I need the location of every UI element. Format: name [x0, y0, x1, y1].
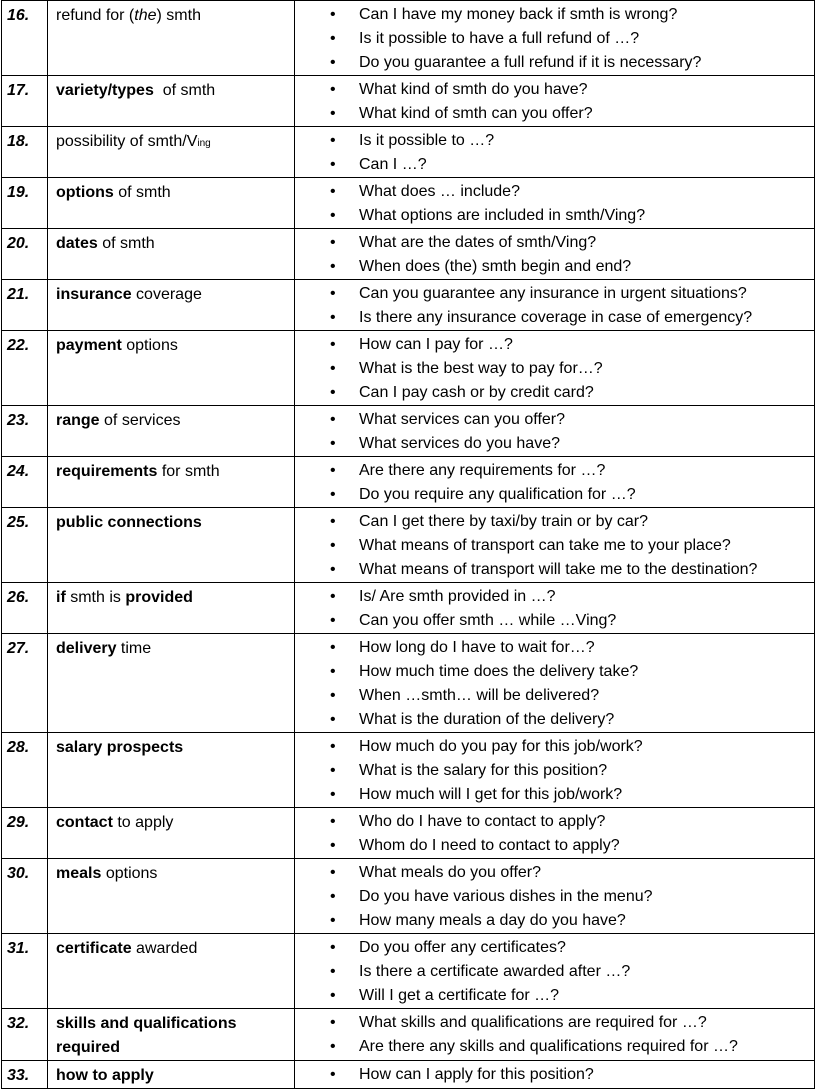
row-number: 21. — [2, 280, 48, 331]
questions-cell — [295, 1061, 815, 1089]
question-text: Can I have my money back if smth is wrong? — [359, 6, 678, 23]
row-number: 27. — [2, 634, 48, 733]
question-list — [295, 231, 814, 279]
bullet-icon: • — [330, 612, 336, 629]
bullet-icon: • — [330, 30, 336, 47]
question-text: Are there any skills and qualifications required for …? — [359, 1038, 738, 1055]
question-list — [295, 459, 814, 507]
question-text: What means of transport will take me to the destination? — [359, 561, 758, 578]
question-item — [295, 834, 814, 858]
question-text: What means of transport can take me to your place? — [359, 537, 731, 554]
question-item — [295, 180, 814, 204]
question-text: Is it possible to have a full refund of …? — [359, 30, 640, 47]
bullet-icon: • — [330, 132, 336, 149]
topic-text: provided — [125, 589, 193, 606]
question-item — [295, 585, 814, 609]
bullet-icon: • — [330, 864, 336, 881]
question-text: Do you require any qualification for …? — [359, 486, 636, 503]
question-item — [295, 483, 814, 507]
question-text: What options are included in smth/Ving? — [359, 207, 646, 224]
question-item — [295, 558, 814, 582]
topic-text: dates — [56, 235, 98, 252]
table-row — [2, 331, 815, 406]
row-number: 31. — [2, 934, 48, 1009]
table-row — [2, 733, 815, 808]
topic-text: payment — [56, 337, 122, 354]
bullet-icon: • — [330, 837, 336, 854]
question-item — [295, 51, 814, 75]
bullet-icon: • — [330, 762, 336, 779]
questions-cell — [295, 508, 815, 583]
question-text: How much time does the delivery take? — [359, 663, 639, 680]
row-number: 24. — [2, 457, 48, 508]
topic-text: if — [56, 589, 66, 606]
question-item — [295, 129, 814, 153]
topic-cell — [48, 406, 295, 457]
question-item — [295, 231, 814, 255]
question-item — [295, 333, 814, 357]
table-row — [2, 178, 815, 229]
question-item — [295, 153, 814, 177]
bullet-icon: • — [330, 411, 336, 428]
bullet-icon: • — [330, 486, 336, 503]
topic-cell — [48, 583, 295, 634]
question-item — [295, 204, 814, 228]
row-number: 29. — [2, 808, 48, 859]
question-text: What skills and qualifications are required for …? — [359, 1014, 707, 1031]
bullet-icon: • — [330, 738, 336, 755]
question-text: Can I …? — [359, 156, 427, 173]
topic-cell — [48, 127, 295, 178]
bullet-icon: • — [330, 234, 336, 251]
table-row — [2, 859, 815, 934]
bullet-icon: • — [330, 786, 336, 803]
row-number: 20. — [2, 229, 48, 280]
bullet-icon: • — [330, 54, 336, 71]
topic-text: variety/types — [56, 82, 154, 99]
bullet-icon: • — [330, 360, 336, 377]
topic-cell — [48, 508, 295, 583]
table-row — [2, 127, 815, 178]
phrases-table — [1, 0, 815, 1089]
table-row — [2, 457, 815, 508]
question-list — [295, 861, 814, 933]
topic-text: options — [101, 865, 158, 882]
bullet-icon: • — [330, 81, 336, 98]
question-list — [295, 408, 814, 456]
question-text: Are there any requirements for …? — [359, 462, 606, 479]
question-text: Is there a certificate awarded after …? — [359, 963, 631, 980]
topic-text: salary prospects — [56, 739, 184, 756]
question-text: Will I get a certificate for …? — [359, 987, 560, 1004]
topic-text: refund for ( — [56, 7, 135, 24]
question-text: Do you guarantee a full refund if it is necessary? — [359, 54, 702, 71]
table-row — [2, 1, 815, 76]
bullet-icon: • — [330, 561, 336, 578]
topic-cell — [48, 457, 295, 508]
question-list — [295, 1063, 814, 1087]
question-text: How can I apply for this position? — [359, 1066, 594, 1083]
table-row — [2, 508, 815, 583]
row-number: 19. — [2, 178, 48, 229]
question-text: Can you offer smth … while …Ving? — [359, 612, 617, 629]
question-item — [295, 759, 814, 783]
topic-cell — [48, 1, 295, 76]
questions-cell — [295, 1009, 815, 1061]
question-text: Can I get there by taxi/by train or by car? — [359, 513, 649, 530]
row-number: 28. — [2, 733, 48, 808]
bullet-icon: • — [330, 156, 336, 173]
question-list — [295, 510, 814, 582]
topic-text: requirements — [56, 463, 158, 480]
topic-cell — [48, 76, 295, 127]
bullet-icon: • — [330, 888, 336, 905]
questions-cell — [295, 583, 815, 634]
questions-cell — [295, 178, 815, 229]
topic-text: options — [121, 337, 178, 354]
row-number: 32. — [2, 1009, 48, 1061]
table-row — [2, 229, 815, 280]
bullet-icon: • — [330, 1038, 336, 1055]
table-row — [2, 406, 815, 457]
topic-cell — [48, 634, 295, 733]
bullet-icon: • — [330, 309, 336, 326]
question-item — [295, 684, 814, 708]
bullet-icon: • — [330, 711, 336, 728]
bullet-icon: • — [330, 384, 336, 401]
row-number: 16. — [2, 1, 48, 76]
question-item — [295, 3, 814, 27]
topic-text: coverage — [131, 286, 202, 303]
topic-text: of services — [99, 412, 181, 429]
topic-text: insurance — [56, 286, 132, 303]
question-list — [295, 129, 814, 177]
question-text: How many meals a day do you have? — [359, 912, 626, 929]
bullet-icon: • — [330, 6, 336, 23]
table-row — [2, 934, 815, 1009]
bullet-icon: • — [330, 513, 336, 530]
topic-text: options — [56, 184, 114, 201]
question-text: Is/ Are smth provided in …? — [359, 588, 556, 605]
question-item — [295, 909, 814, 933]
question-text: What kind of smth can you offer? — [359, 105, 593, 122]
bullet-icon: • — [330, 663, 336, 680]
row-number: 26. — [2, 583, 48, 634]
question-item — [295, 660, 814, 684]
question-text: What services do you have? — [359, 435, 560, 452]
topic-text: of smth — [153, 82, 216, 99]
topic-text: for smth — [157, 463, 220, 480]
question-item — [295, 432, 814, 456]
question-item — [295, 459, 814, 483]
question-list — [295, 78, 814, 126]
topic-text: range — [56, 412, 100, 429]
question-text: Do you have various dishes in the menu? — [359, 888, 653, 905]
question-item — [295, 936, 814, 960]
topic-cell — [48, 331, 295, 406]
question-item — [295, 708, 814, 732]
question-list — [295, 585, 814, 633]
question-list — [295, 810, 814, 858]
questions-cell — [295, 457, 815, 508]
topic-cell — [48, 808, 295, 859]
questions-cell — [295, 280, 815, 331]
bullet-icon: • — [330, 987, 336, 1004]
question-list — [295, 282, 814, 330]
questions-cell — [295, 127, 815, 178]
bullet-icon: • — [330, 1066, 336, 1083]
topic-text: of smth — [113, 184, 171, 201]
question-text: Who do I have to contact to apply? — [359, 813, 606, 830]
topic-text: ) smth — [156, 7, 201, 24]
bullet-icon: • — [330, 687, 336, 704]
bullet-icon: • — [330, 207, 336, 224]
bullet-icon: • — [330, 639, 336, 656]
question-item — [295, 636, 814, 660]
topic-cell — [48, 1061, 295, 1089]
question-item — [295, 783, 814, 807]
bullet-icon: • — [330, 462, 336, 479]
question-item — [295, 534, 814, 558]
row-number: 22. — [2, 331, 48, 406]
table-row — [2, 808, 815, 859]
question-item — [295, 27, 814, 51]
row-number: 25. — [2, 508, 48, 583]
topic-text: contact — [56, 814, 113, 831]
bullet-icon: • — [330, 813, 336, 830]
question-item — [295, 255, 814, 279]
table-row — [2, 634, 815, 733]
row-number: 33. — [2, 1061, 48, 1089]
question-text: What is the duration of the delivery? — [359, 711, 615, 728]
question-text: How long do I have to wait for…? — [359, 639, 595, 656]
question-item — [295, 735, 814, 759]
bullet-icon: • — [330, 912, 336, 929]
question-text: What is the salary for this position? — [359, 762, 608, 779]
topic-cell — [48, 733, 295, 808]
topic-cell — [48, 280, 295, 331]
question-text: Whom do I need to contact to apply? — [359, 837, 620, 854]
topic-text: of smth — [97, 235, 155, 252]
questions-cell — [295, 76, 815, 127]
question-item — [295, 357, 814, 381]
question-text: What are the dates of smth/Ving? — [359, 234, 597, 251]
question-item — [295, 306, 814, 330]
question-list — [295, 3, 814, 75]
question-text: Can I pay cash or by credit card? — [359, 384, 594, 401]
question-list — [295, 1011, 814, 1059]
topic-text: awarded — [131, 940, 198, 957]
table-row — [2, 280, 815, 331]
topic-cell — [48, 229, 295, 280]
question-text: How much do you pay for this job/work? — [359, 738, 643, 755]
topic-cell — [48, 934, 295, 1009]
questions-cell — [295, 1, 815, 76]
bullet-icon: • — [330, 1014, 336, 1031]
question-text: How can I pay for …? — [359, 336, 513, 353]
topic-text: certificate — [56, 940, 132, 957]
bullet-icon: • — [330, 105, 336, 122]
questions-cell — [295, 733, 815, 808]
question-item — [295, 102, 814, 126]
topic-text: how to apply — [56, 1067, 154, 1084]
topic-cell — [48, 859, 295, 934]
row-number: 17. — [2, 76, 48, 127]
question-item — [295, 78, 814, 102]
questions-cell — [295, 406, 815, 457]
bullet-icon: • — [330, 963, 336, 980]
row-number: 30. — [2, 859, 48, 934]
questions-cell — [295, 331, 815, 406]
question-text: What is the best way to pay for…? — [359, 360, 603, 377]
bullet-icon: • — [330, 336, 336, 353]
bullet-icon: • — [330, 939, 336, 956]
bullet-icon: • — [330, 588, 336, 605]
topic-text: possibility of smth/V — [56, 133, 198, 150]
question-list — [295, 936, 814, 1008]
question-item — [295, 885, 814, 909]
question-item — [295, 861, 814, 885]
topic-cell — [48, 1009, 295, 1061]
bullet-icon: • — [330, 258, 336, 275]
table-row — [2, 1009, 815, 1061]
question-text: What meals do you offer? — [359, 864, 542, 881]
topic-cell — [48, 178, 295, 229]
topic-text: the — [134, 7, 157, 24]
bullet-icon: • — [330, 537, 336, 554]
question-list — [295, 735, 814, 807]
bullet-icon: • — [330, 435, 336, 452]
question-list — [295, 180, 814, 228]
question-item — [295, 609, 814, 633]
question-item — [295, 984, 814, 1008]
question-item — [295, 1035, 814, 1059]
question-text: What kind of smth do you have? — [359, 81, 588, 98]
topic-text: time — [116, 640, 152, 657]
topic-text: public connections — [56, 514, 202, 531]
questions-cell — [295, 634, 815, 733]
question-text: What does … include? — [359, 183, 520, 200]
question-text: Is it possible to …? — [359, 132, 495, 149]
topic-text: delivery — [56, 640, 117, 657]
topic-text: skills and qualifications required — [56, 1015, 237, 1056]
question-item — [295, 1011, 814, 1035]
table-row — [2, 76, 815, 127]
questions-cell — [295, 859, 815, 934]
topic-text: to apply — [112, 814, 174, 831]
question-item — [295, 510, 814, 534]
question-item — [295, 381, 814, 405]
topic-text: ing — [197, 138, 211, 149]
questions-cell — [295, 934, 815, 1009]
table-row — [2, 1061, 815, 1089]
table-row — [2, 583, 815, 634]
question-text: When does (the) smth begin and end? — [359, 258, 632, 275]
questions-cell — [295, 229, 815, 280]
bullet-icon: • — [330, 285, 336, 302]
question-item — [295, 408, 814, 432]
table-body — [2, 1, 815, 1089]
question-text: Is there any insurance coverage in case of emergency? — [359, 309, 753, 326]
row-number: 23. — [2, 406, 48, 457]
question-list — [295, 333, 814, 405]
topic-text: meals — [56, 865, 102, 882]
question-text: Can you guarantee any insurance in urgent situations? — [359, 285, 747, 302]
question-item — [295, 1063, 814, 1087]
question-text: How much will I get for this job/work? — [359, 786, 623, 803]
question-item — [295, 810, 814, 834]
question-text: What services can you offer? — [359, 411, 566, 428]
question-list — [295, 636, 814, 732]
row-number: 18. — [2, 127, 48, 178]
question-item — [295, 282, 814, 306]
bullet-icon: • — [330, 183, 336, 200]
questions-cell — [295, 808, 815, 859]
question-text: When …smth… will be delivered? — [359, 687, 600, 704]
topic-text: smth is — [65, 589, 126, 606]
question-item — [295, 960, 814, 984]
question-text: Do you offer any certificates? — [359, 939, 566, 956]
